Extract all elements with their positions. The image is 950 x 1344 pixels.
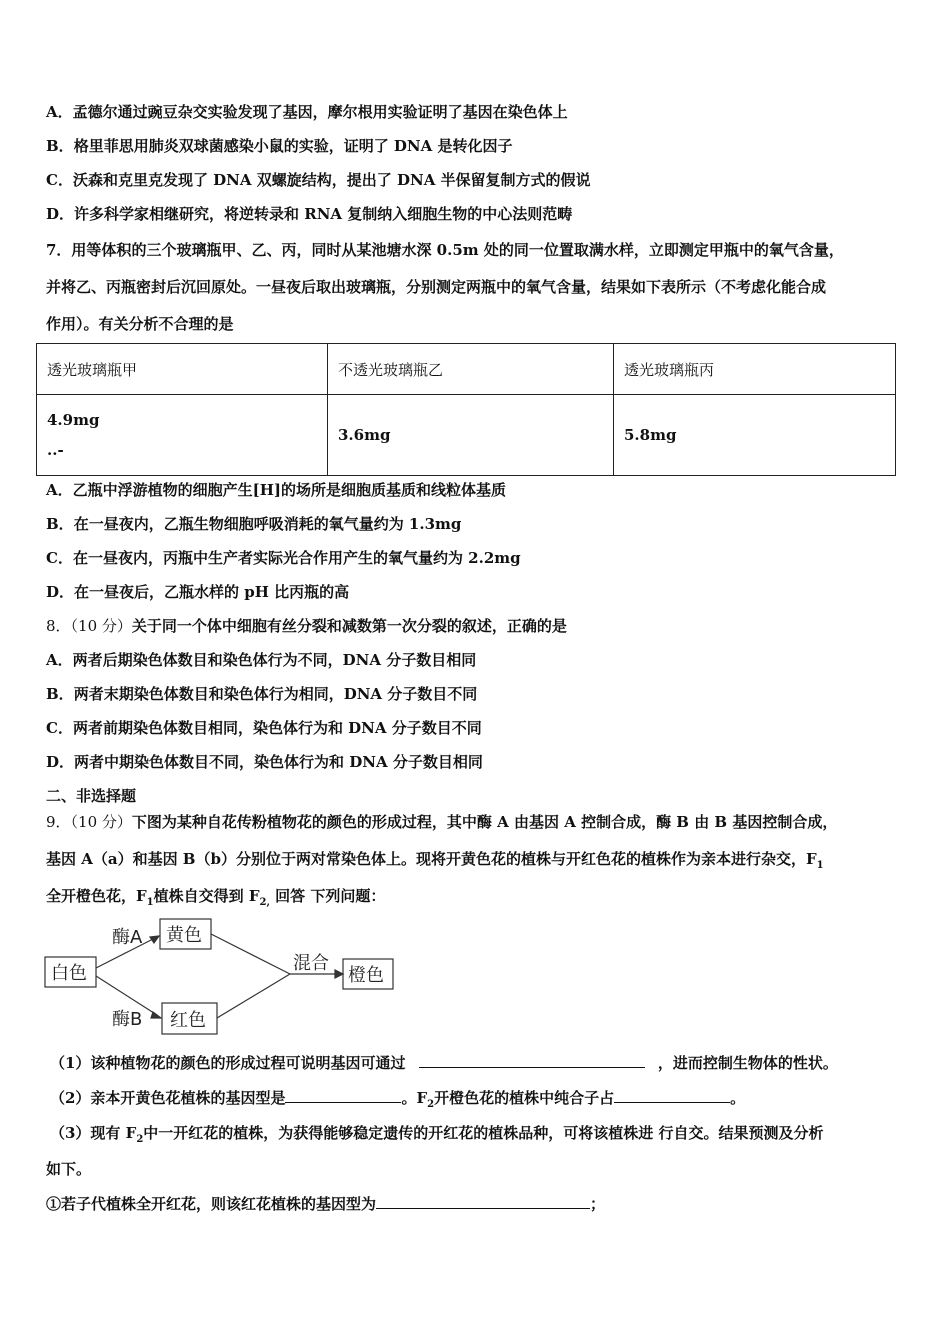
arrowhead-icon xyxy=(150,936,159,943)
table-cell: 3.6mg xyxy=(328,395,614,476)
q7-stem-line3: 作用）。有关分析不合理的是 xyxy=(46,315,234,333)
q6-option-b: B．格里菲思用肺炎双球菌感染小鼠的实验，证明了 DNA 是转化因子 xyxy=(46,137,513,155)
red-label: 红色 xyxy=(170,1010,206,1031)
white-label: 白色 xyxy=(51,963,87,984)
q7-option-a: A．乙瓶中浮游植物的细胞产生[H]的场所是细胞质基质和线粒体基质 xyxy=(46,481,507,499)
line-red-to-mix xyxy=(217,974,290,1018)
line-yellow-to-mix xyxy=(211,934,290,974)
enzyme-b-label: 酶B xyxy=(112,1009,143,1030)
orange-label: 橙色 xyxy=(348,965,384,986)
mix-label: 混合 xyxy=(293,953,329,974)
q9-sub3-line1: （3）现有 $F_2$中一开红花的植株，为获得能够稳定遗传的开红花的植株品种，可将该植株进 行自交。结果预测及分析 xyxy=(50,1124,824,1145)
q7-option-d: D．在一昼夜后，乙瓶水样的 pH 比丙瓶的高 xyxy=(46,583,350,601)
table-cell: 5.8mg xyxy=(614,395,896,476)
q8-option-a: A．两者后期染色体数目和染色体行为不同，DNA 分子数目相同 xyxy=(46,651,477,669)
q7-option-c: C．在一昼夜内，丙瓶中生产者实际光合作用产生的氧气量约为 2.2mg xyxy=(46,549,521,567)
table-row xyxy=(37,395,896,476)
answer-blank[interactable] xyxy=(419,1053,645,1068)
q6-option-a: A．孟德尔通过豌豆杂交实验发现了基因，摩尔根用实验证明了基因在染色体上 xyxy=(46,103,568,121)
q6-option-d: D．许多科学家相继研究，将逆转录和 RNA 复制纳入细胞生物的中心法则范畴 xyxy=(46,205,573,223)
arrowhead-icon xyxy=(151,1012,161,1018)
q7-stem-line1: 7．用等体积的三个玻璃瓶甲、乙、丙，同时从某池塘水深 0.5m 处的同一位置取满水样，立即测定甲瓶中的氧气含量， xyxy=(46,241,844,259)
table-header-cell: 透光玻璃瓶丙 xyxy=(614,344,896,395)
table-header-cell: 透光玻璃瓶甲 xyxy=(37,344,328,395)
flower-color-pathway-diagram xyxy=(44,918,404,1038)
answer-blank[interactable] xyxy=(376,1194,590,1209)
table-cell xyxy=(37,395,328,476)
table-header-row xyxy=(37,344,896,395)
q9-stem-line1: 9．（10 分）下图为某种自花传粉植物花的颜色的形成过程，其中酶 A 由基因 A 控制合成，酶 B 由 B 基因控制合成， xyxy=(46,813,838,831)
q9-sub1: （1）该种植物花的颜色的形成过程可说明基因可通过 ，进而控制生物体的性状。 xyxy=(50,1054,838,1072)
value-bottle-a: 4.9mg xyxy=(47,411,100,429)
section-heading: 二、非选择题 xyxy=(46,787,137,805)
q9-stem-line2: 基因 A（a）和基因 B（b）分别位于两对常染色体上。现将开黄色花的植株与开红色花的植株作为亲本进行杂交，$F_1$ xyxy=(46,850,824,871)
q8-option-c: C．两者前期染色体数目相同，染色体行为和 DNA 分子数目不同 xyxy=(46,719,482,737)
stray-mark: ..- xyxy=(47,441,64,459)
table-header-cell: 不透光玻璃瓶乙 xyxy=(328,344,614,395)
q7-stem-line2: 并将乙、丙瓶密封后沉回原处。一昼夜后取出玻璃瓶，分别测定两瓶中的氧气含量，结果如下表所示（不考虑化能合成 xyxy=(46,278,827,296)
q7-option-b: B．在一昼夜内，乙瓶生物细胞呼吸消耗的氧气量约为 1.3mg xyxy=(46,515,462,533)
q8-option-b: B．两者末期染色体数目和染色体行为相同，DNA 分子数目不同 xyxy=(46,685,478,703)
yellow-label: 黄色 xyxy=(166,925,202,946)
q8-stem: 8．（10 分）关于同一个体中细胞有丝分裂和减数第一次分裂的叙述，正确的是 xyxy=(46,617,567,635)
q6-option-c: C．沃森和克里克发现了 DNA 双螺旋结构，提出了 DNA 半保留复制方式的假说 xyxy=(46,171,591,189)
answer-blank[interactable] xyxy=(614,1088,730,1103)
arrowhead-icon xyxy=(335,970,343,978)
enzyme-a-label: 酶A xyxy=(112,927,143,948)
q9-stem-line3: 全开橙色花，$F_1$植株自交得到 $F_{2,}$ 回答 下列问题： xyxy=(46,887,386,908)
q8-option-d: D．两者中期染色体数目不同，染色体行为和 DNA 分子数目相同 xyxy=(46,753,483,771)
q9-sub3-line2: 如下。 xyxy=(46,1160,92,1178)
q9-sub2: （2）亲本开黄色花植株的基因型是 。$F_2$开橙色花的植株中纯合子占 。 xyxy=(50,1089,746,1110)
answer-blank[interactable] xyxy=(285,1088,401,1103)
q9-sub3-item1: ①若子代植株全开红花，则该红花植株的基因型为 ； xyxy=(46,1195,606,1213)
q7-oxygen-table xyxy=(36,343,896,476)
